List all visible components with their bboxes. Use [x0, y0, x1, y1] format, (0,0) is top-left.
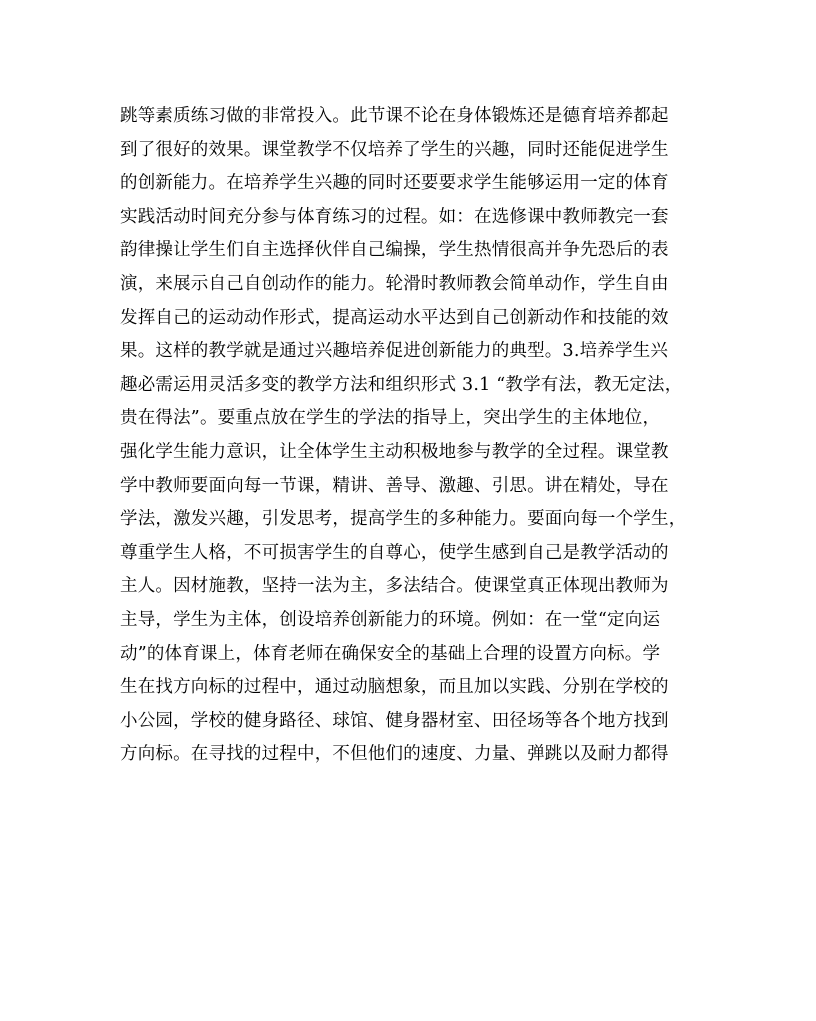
text-line: 方向标。在寻找的过程中，不但他们的速度、力量、弹跳以及耐力都得 — [120, 744, 669, 765]
text-line: 趣必需运用灵活多变的教学方法和组织形式 3.1 “教学有法，教无定法， — [120, 374, 683, 395]
text-line: 果。这样的教学就是通过兴趣培养促进创新能力的典型。3.培养学生兴 — [120, 341, 669, 362]
text-line: 韵律操让学生们自主选择伙伴自己编操，学生热情很高并争先恐后的表 — [120, 240, 669, 261]
text-line: 主人。因材施教，坚持一法为主，多法结合。使课堂真正体现出教师为 — [120, 576, 669, 597]
text-line: 跳等素质练习做的非常投入。此节课不论在身体锻炼还是德育培养都起 — [120, 106, 669, 126]
text-line: 学法，激发兴趣，引发思考，提高学生的多种能力。要面向每一个学生， — [120, 509, 687, 530]
text-line: 动”的体育课上，体育老师在确保安全的基础上合理的设置方向标。学 — [120, 643, 661, 664]
text-line: 实践活动时间充分参与体育练习的过程。如：在选修课中教师教完一套 — [120, 206, 669, 227]
text-line: 小公园，学校的健身路径、球馆、健身器材室、田径场等各个地方找到 — [120, 710, 669, 731]
text-line: 学中教师要面向每一节课，精讲、善导、激趣、引思。讲在精处，导在 — [120, 475, 669, 496]
text-line: 主导，学生为主体，创设培养创新能力的环境。例如：在一堂“定向运 — [120, 609, 661, 630]
body-text — [120, 100, 710, 772]
text-line: 贵在得法”。要重点放在学生的学法的指导上，突出学生的主体地位， — [120, 408, 661, 429]
text-line: 发挥自己的运动动作形式，提高运动水平达到自己创新动作和技能的效 — [120, 307, 669, 328]
text-line: 到了很好的效果。课堂教学不仅培养了学生的兴趣，同时还能促进学生 — [120, 139, 669, 160]
text-line: 强化学生能力意识，让全体学生主动积极地参与教学的全过程。课堂教 — [120, 441, 669, 462]
text-line: 的创新能力。在培养学生兴趣的同时还要要求学生能够运用一定的体育 — [120, 173, 669, 194]
text-line: 生在找方向标的过程中，通过动脑想象，而且加以实践、分别在学校的 — [120, 677, 669, 698]
text-line: 演，来展示自己自创动作的能力。轮滑时教师教会简单动作，学生自由 — [120, 273, 669, 294]
text-line: 尊重学生人格，不可损害学生的自尊心，使学生感到自己是教学活动的 — [120, 542, 669, 563]
